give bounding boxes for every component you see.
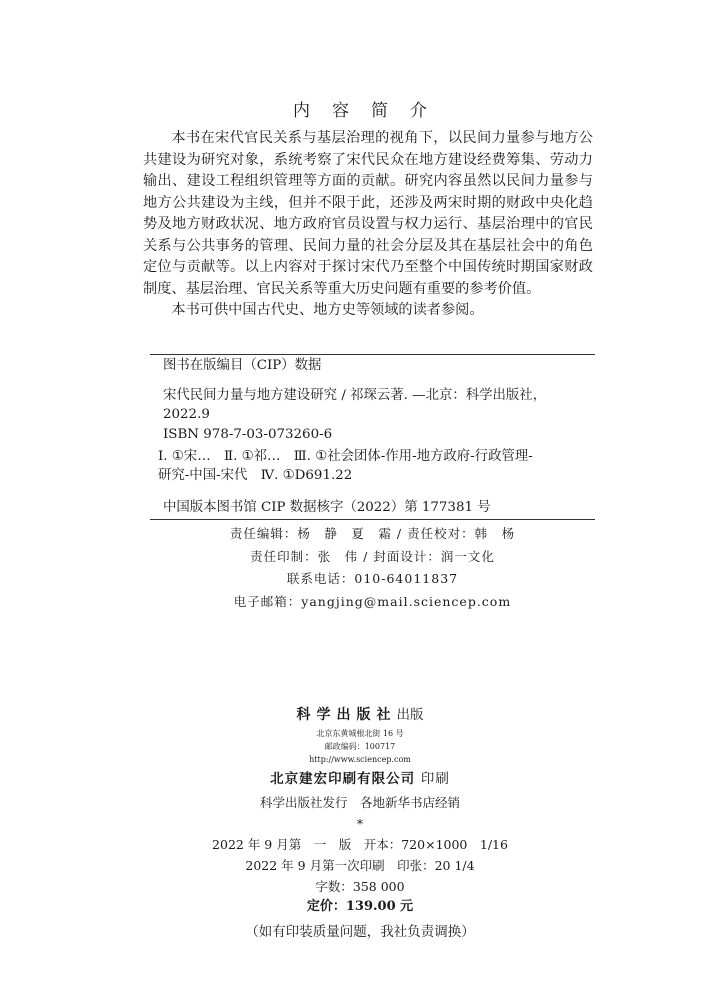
publisher-name: 科学出版社: [296, 707, 397, 723]
price: 定价：139.00 元: [306, 899, 414, 914]
cip-bib-line-2: 2022.9: [163, 407, 210, 422]
cip-heading: 图书在版编目（CIP）数据: [163, 358, 322, 373]
credits-email: 电子邮箱：yangjing@mail.sciencep.com: [233, 593, 512, 609]
publisher-postcode: 邮政编码：100717: [324, 742, 396, 751]
cip-bib-line-1: 宋代民间力量与地方建设研究 / 祁琛云著. —北京：科学出版社，: [163, 388, 547, 403]
cip-classification: [158, 447, 598, 485]
printer-name: 北京建宏印刷有限公司: [270, 771, 416, 787]
abstract: [143, 128, 593, 322]
cip-heading-block: [163, 356, 595, 375]
cip-top-rule: [150, 354, 595, 355]
cip-class-line-1: Ⅰ. ①宋… Ⅱ. ①祁… Ⅲ. ①社会团体-作用-地方政府-行政管理-: [158, 449, 533, 464]
printer-line: [0, 766, 720, 792]
cip-class-line-2: 研究-中国-宋代 Ⅳ. ①D691.22: [158, 468, 353, 483]
page-title: 内容简介: [293, 101, 449, 121]
printer-suffix: 印刷: [420, 771, 450, 787]
abstract-paragraph-2: 本书可供中国古代史、地方史等领域的读者参阅。: [171, 302, 484, 318]
cip-record-number: 中国版本图书馆 CIP 数据核字（2022）第 177381 号: [163, 500, 491, 515]
publisher-line: [0, 703, 720, 727]
separator-star: *: [356, 816, 364, 831]
imprint: [0, 703, 720, 947]
publisher-address: 北京东黄城根北街 16 号: [316, 729, 404, 738]
abstract-paragraph-1: 本书在宋代官民关系与基层治理的视角下，以民间力量参与地方公共建设为研究对象，系统考察了宋代民众在地方建设经费筹集、劳动力输出、建设工程组织管理等方面的贡献。研究内容虽然以民间力量参与地方公共建设为主线，但并不限于此，还涉及两宋时期的财政中央化趋势及地方财政状况、地方政府官员设置与权力运行、基层治理中的官民关系与公共事务的管理、民间力量的社会分层及其在基层社会中的角色定位与贡献等。以上内容对于探讨宋代乃至整个中国传统时期国家财政制度、基层治理、官民关系等重大历史问题有重要的参考价值。: [143, 130, 593, 297]
credits-phone: 联系电话：010-64011837: [286, 571, 459, 586]
cip-bibliography: [163, 386, 595, 444]
publisher-url: http://www.sciencep.com: [309, 755, 411, 764]
cip-isbn: ISBN 978-7-03-073260-6: [163, 427, 333, 442]
word-count: 字数：358 000: [315, 879, 405, 894]
cip-bottom-rule: [150, 519, 595, 520]
cip-record-block: [163, 498, 595, 517]
credits-printing: 责任印制：张 伟 / 封面设计：润一文化: [250, 548, 495, 564]
printing-info: 2022 年 9 月第一次印刷 印张：20 1/4: [245, 858, 475, 873]
credits-editors: 责任编辑：杨 静 夏 霜 / 责任校对：韩 杨: [229, 526, 516, 541]
edition-info: 2022 年 9 月第 一 版 开本：720×1000 1/16: [212, 837, 508, 852]
credits: [150, 523, 595, 613]
distribution: 科学出版社发行 各地新华书店经销: [259, 795, 460, 810]
publisher-suffix: 出版: [396, 707, 424, 723]
quality-notice: （如有印装质量问题，我社负责调换）: [245, 924, 475, 940]
